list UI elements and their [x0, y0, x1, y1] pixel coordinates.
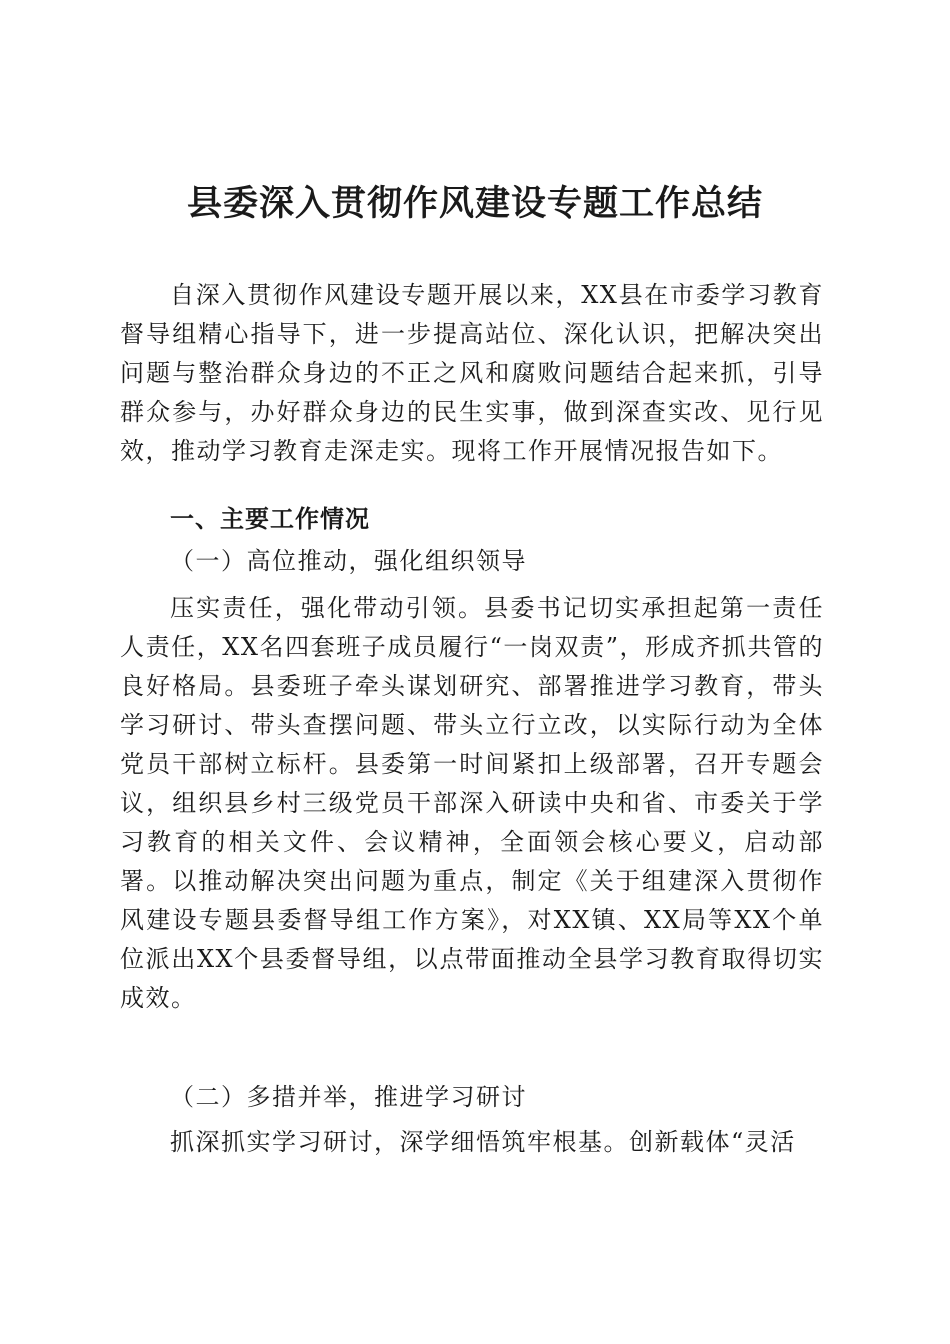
- subsection-heading-2: （二）多措并举，推进学习研讨: [170, 1083, 527, 1111]
- page-title: 县委深入贯彻作风建设专题工作总结: [186, 183, 763, 224]
- subsection-heading-1: （一）高位推动，强化组织领导: [170, 547, 527, 575]
- intro-paragraph: 自深入贯彻作风建设专题开展以来，XX县在市委学习教育督导组精心指导下，进一步提高站位、深化认识，把解决突出问题与整治群众身边的不正之风和腐败问题结合起来抓，引导群众参与，办好群众身边的民生实事，做到深查实改、见行见效，推动学习教育走深走实。现将工作开展情况报告如下。: [120, 281, 824, 465]
- section-heading-main-work: 一、主要工作情况: [170, 505, 370, 533]
- subsection-2-paragraph: 抓深抓实学习研讨，深学细悟筑牢根基。创新载体“灵活: [170, 1128, 796, 1156]
- subsection-1-paragraph: 压实责任，强化带动引领。县委书记切实承担起第一责任人责任，XX名四套班子成员履行“一岗双责”，形成齐抓共管的良好格局。县委班子牵头谋划研究、部署推进学习教育，带头学习研讨、带头查摆问题、带头立行立改，以实际行动为全体党员干部树立标杆。县委第一时间紧扣上级部署，召开专题会议，组织县乡村三级党员干部深入研读中央和省、市委关于学习教育的相关文件、会议精神，全面领会核心要义，启动部署。以推动解决突出问题为重点，制定《关于组建深入贯彻作风建设专题县委督导组工作方案》，对XX镇、XX局等XX个单位派出XX个县委督导组，以点带面推动全县学习教育取得切实成效。: [120, 594, 824, 1012]
